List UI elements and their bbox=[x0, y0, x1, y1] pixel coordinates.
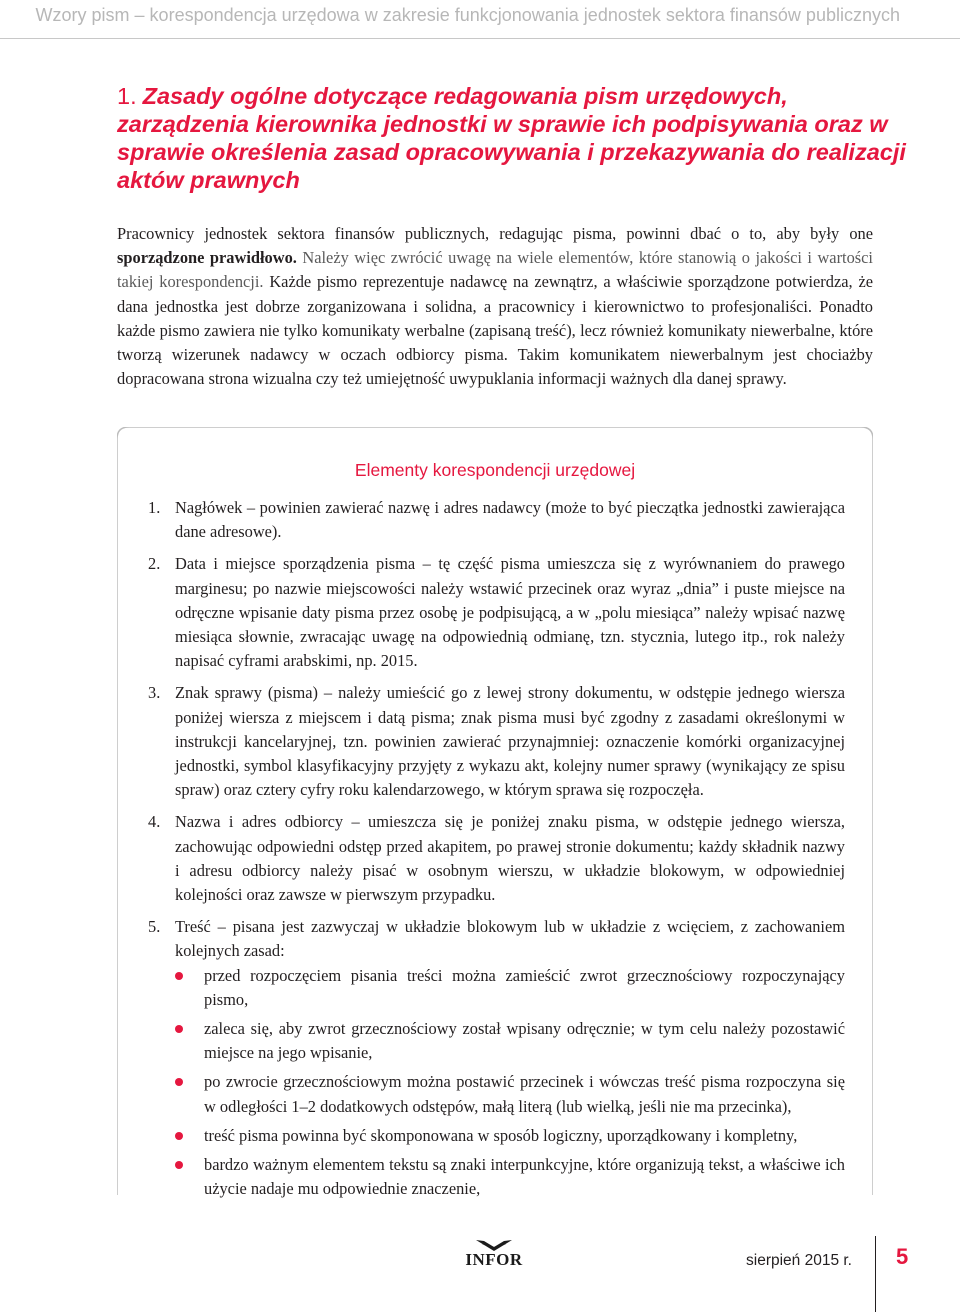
bullet-item: zaleca się, aby zwrot grzecznościowy został wpisany odręcznie; w tym celu należy pozostawić miejsce na jego wpisanie, bbox=[175, 1017, 845, 1065]
list-item-number: 2. bbox=[148, 554, 161, 574]
list-item-text: Treść – pisana jest zazwyczaj w układzie blokowym lub w układzie z wcięciem, z zachowaniem kolejnych zasad: bbox=[175, 917, 845, 961]
intro-part-1: Pracownicy jednostek sektora finansów publicznych, redagując pisma, powinni dbać o to, aby były one bbox=[117, 224, 873, 243]
running-header-title: Wzory pism – korespondencja urzędowa w zakresie funkcjonowania jednostek sektora finansów publicznych bbox=[35, 5, 900, 25]
list-item-number: 5. bbox=[148, 917, 161, 937]
list-item bbox=[145, 552, 845, 673]
list-item bbox=[145, 496, 845, 544]
list-item-text: Nagłówek – powinien zawierać nazwę i adres nadawcy (może to być pieczątka jednostki zawierająca dane adresowe). bbox=[175, 498, 845, 542]
bullet-item: treść pisma powinna być skomponowana w sposób logiczny, uporządkowany i kompletny, bbox=[175, 1124, 845, 1148]
issue-date: sierpień 2015 r. bbox=[746, 1252, 852, 1269]
intro-paragraph bbox=[117, 222, 873, 391]
bullet-item: po zwrocie grzecznościowym można postawić przecinek i wówczas treść pisma rozpoczyna się w odległości 1–2 dodatkowych odstępów, małą literą (lub wielką, jeśli nie ma przecinka), bbox=[175, 1070, 845, 1118]
bullet-item: bardzo ważnym elementem tekstu są znaki interpunkcyjne, które organizują tekst, a właściwe ich użycie nadaje mu odpowiednie znaczenie, bbox=[175, 1153, 845, 1201]
list-item-number: 4. bbox=[148, 812, 161, 832]
page-number: 5 bbox=[896, 1244, 909, 1269]
box-title: Elementy korespondencji urzędowej bbox=[354, 460, 636, 480]
list-item bbox=[145, 681, 845, 802]
list-item-text: Nazwa i adres odbiorcy – umieszcza się je poniżej znaku pisma, w odstępie jednego wiersza, zachowując odpowiedni odstęp przed akapitem, po prawej stronie dokumentu; każdy składnik nazwy i adresu odbiorcy należy pisać w osobnym wierszu, w układzie blokowym, w odpowiedniej kolejności oraz zawsze w pierwszym przypadku. bbox=[175, 812, 845, 905]
intro-part-2: Należy więc zwrócić uwagę na wiele elementów, które stanowią o jakości i wartości takiej korespondencji. bbox=[117, 248, 873, 292]
list-item-text: Znak sprawy (pisma) – należy umieścić go z lewej strony dokumentu, w odstępie jednego wiersza poniżej wiersza z miejscem i datą pisma; znak pisma musi być zgodny z zasadami określonymi w instrukcji kancelaryjnej, tzn. powinien zawierać przynajmniej: oznaczenie komórki organizacyjnej jednostki, symbol klasyfikacyjny przyjęty z wykazu akt, kolejny numer sprawy (wynikający ze spisu spraw) oraz cztery cyfry roku kalendarzowego, w którym sprawa się rozpoczęła. bbox=[175, 683, 845, 800]
list-item bbox=[145, 810, 845, 907]
bullet-list bbox=[175, 964, 845, 1202]
footer-divider bbox=[875, 1236, 876, 1312]
elements-list bbox=[145, 496, 845, 1209]
intro-bold: sporządzone prawidłowo. bbox=[117, 248, 297, 268]
running-header bbox=[0, 0, 960, 39]
list-item-text: Data i miejsce sporządzenia pisma – tę część pisma umieszcza się z wyrównaniem do prawego marginesu; po nazwie miejscowości należy wstawić przecinek oraz wyraz „dnia” i puste miejsce na odręczne wpisanie daty pisma przez osobę je podpisującą, a w „polu miesiąca” należy wpisać nazwę miesiąca słownie, zwracając uwagę na odpowiednią odmianę, tzn. stycznia, lutego itp., rok należy napisać cyframi arabskimi, np. 2015. bbox=[175, 554, 845, 671]
section-number: 1. bbox=[117, 83, 137, 109]
intro-part-3: Każde pismo reprezentuje nadawcę na zewnątrz, a właściwie sporządzone potwierdza, że dana jednostka jest dobrze zorganizowana i solidna, a pracownicy i kierownictwo to profesjonaliści. Ponadto każde pismo zawiera nie tylko komunikaty werbalne (zapisaną treść), lecz również komunikaty niewerbalne, które tworzą wizerunek nadawcy w oczach odbiorcy pisma. Takim komunikatem niewerbalnym jest chociażby dopracowana strona wizualna czy też umiejętność uwypuklania informacji ważnych dla danej sprawy. bbox=[117, 272, 873, 389]
section-title: Zasady ogólne dotyczące redagowania pism urzędowych, zarządzenia kierownika jednostki w sprawie ich podpisywania oraz w sprawie określenia zasad opracowywania i przekazywania do realizacji aktów prawnych bbox=[117, 83, 906, 193]
logo-text: INFOR bbox=[465, 1250, 523, 1269]
list-item-number: 3. bbox=[148, 683, 161, 703]
infor-logo bbox=[464, 1238, 524, 1274]
elements-box bbox=[117, 427, 873, 1199]
list-item bbox=[145, 915, 845, 1201]
list-item-number: 1. bbox=[148, 498, 161, 517]
bullet-item: przed rozpoczęciem pisania treści można zamieścić zwrot grzecznościowy rozpoczynający pismo, bbox=[175, 964, 845, 1012]
section-heading bbox=[117, 82, 907, 194]
